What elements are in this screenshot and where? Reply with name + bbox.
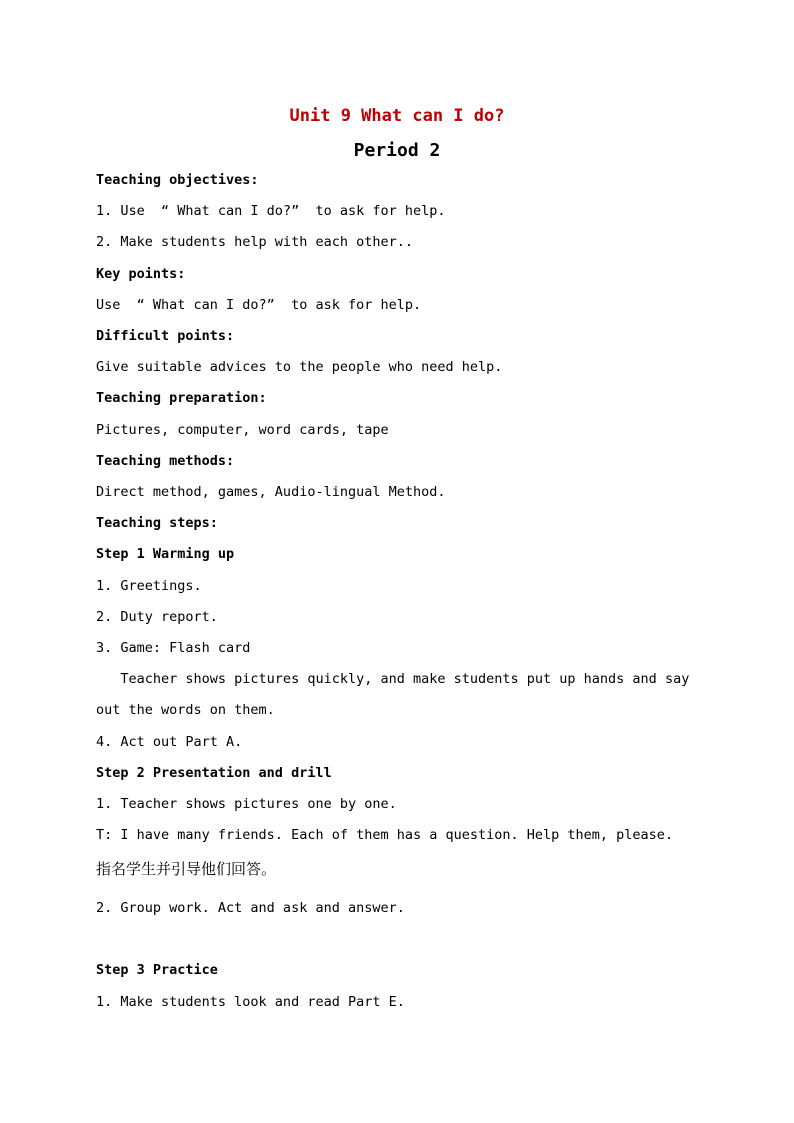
step2-line-2: 2. Group work. Act and ask and answer. xyxy=(96,900,405,916)
heading-difficult-points: Difficult points: xyxy=(96,328,235,344)
document-title: Unit 9 What can I do? xyxy=(289,106,505,126)
heading-step-3: Step 3 Practice xyxy=(96,962,218,978)
key-points-line: Use “ What can I do?” to ask for help. xyxy=(96,297,422,313)
step1-line-4: 4. Act out Part A. xyxy=(96,734,243,750)
heading-teaching-steps: Teaching steps: xyxy=(96,515,218,531)
heading-step-1: Step 1 Warming up xyxy=(96,546,235,562)
preparation-line: Pictures, computer, word cards, tape xyxy=(96,422,389,438)
heading-teaching-methods: Teaching methods: xyxy=(96,453,235,469)
methods-line: Direct method, games, Audio-lingual Method. xyxy=(96,484,446,500)
step2-chinese-note: 指名学生并引导他们回答。 xyxy=(96,860,277,878)
step1-line-3-detail: Teacher shows pictures quickly, and make students put up hands and say xyxy=(96,671,690,687)
heading-step-2: Step 2 Presentation and drill xyxy=(96,765,332,781)
step1-line-1: 1. Greetings. xyxy=(96,578,202,594)
step2-dialogue-line: T: I have many friends. Each of them has a question. Help them, please. xyxy=(96,827,674,843)
heading-teaching-objectives: Teaching objectives: xyxy=(96,172,259,188)
heading-key-points: Key points: xyxy=(96,266,186,282)
objective-line-2: 2. Make students help with each other.. xyxy=(96,234,413,250)
step1-line-3: 3. Game: Flash card xyxy=(96,640,251,656)
heading-teaching-preparation: Teaching preparation: xyxy=(96,390,267,406)
step1-line-3-detail-cont: out the words on them. xyxy=(96,702,275,718)
step3-line-1: 1. Make students look and read Part E. xyxy=(96,994,405,1010)
step1-line-2: 2. Duty report. xyxy=(96,609,218,625)
document-subtitle: Period 2 xyxy=(353,140,441,161)
objective-line-1: 1. Use “ What can I do?” to ask for help. xyxy=(96,203,446,219)
difficult-points-line: Give suitable advices to the people who need help. xyxy=(96,359,503,375)
step2-line-1: 1. Teacher shows pictures one by one. xyxy=(96,796,397,812)
